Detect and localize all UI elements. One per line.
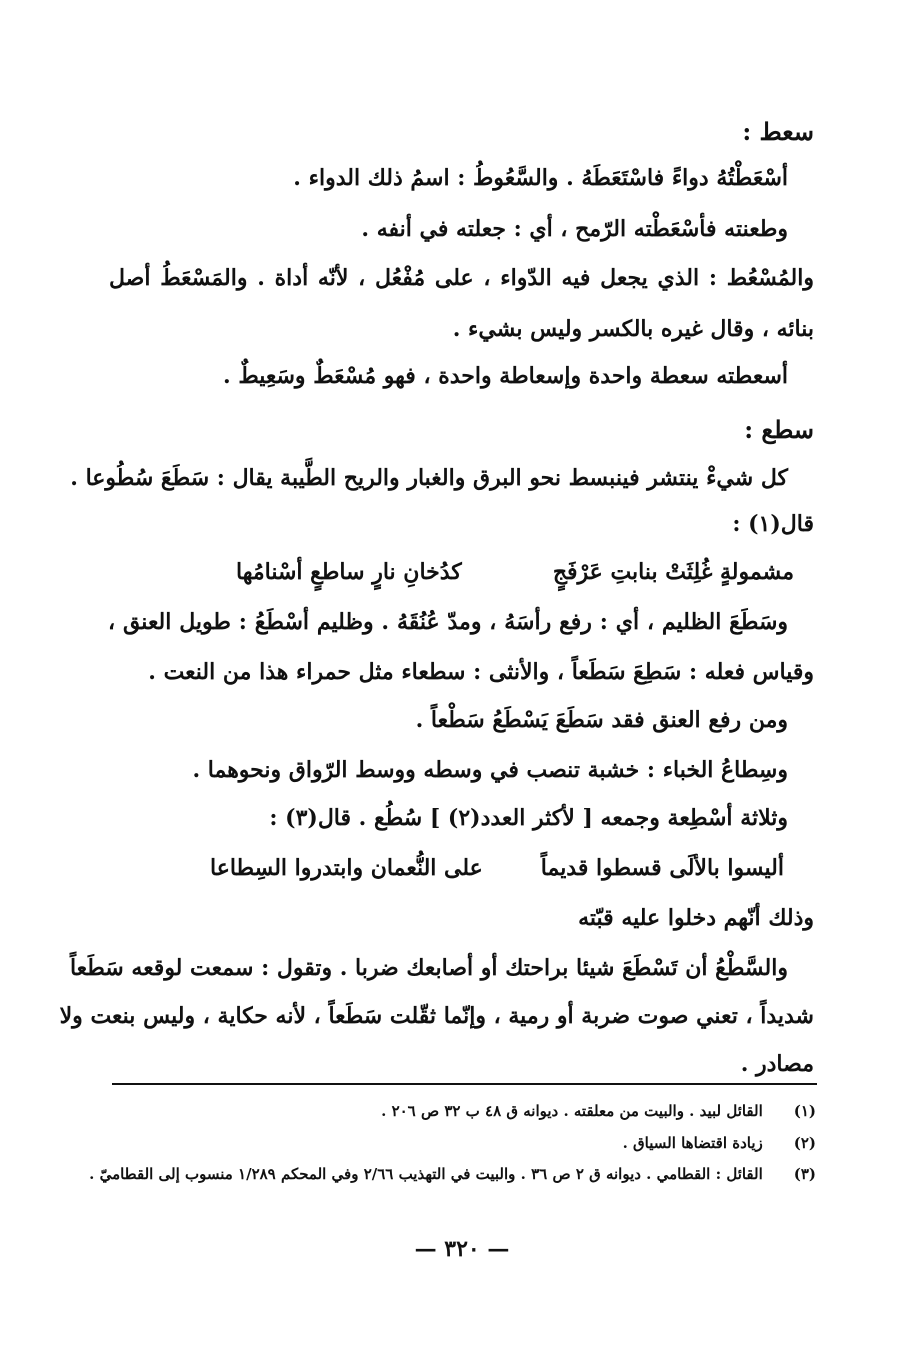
entry-line: قال(١) : xyxy=(732,511,814,537)
entry-line: وذلك أنّهم دخلوا عليه قبّته xyxy=(578,905,814,931)
footnote-text: القائل لبيد . والبيت من معلقته . ديوانه ق ٤٨ ب ٣٢ ص ٢٠٦ . xyxy=(381,1102,763,1120)
footnote-text: القائل : القطامي . ديوانه ق ٢ ص ٣٦ . والبيت في التهذيب ٢/٦٦ وفي المحكم ١/٢٨٩ منسوب إلى القطاميّ . xyxy=(89,1165,763,1183)
entry-line: وطعنته فأسْعَطْته الرّمح ، أي : جعلته في أنفه . xyxy=(361,216,788,242)
footnote xyxy=(89,1163,816,1185)
verse-second-hemistich: على النُّعمان وابتدروا السِطاعا xyxy=(210,855,483,881)
entry-line: وسَطَعَ الظليم ، أي : رفع رأسَهُ ، ومدّ عُنُقَهُ . وظليم أسْطَعُ : طويل العنق ، xyxy=(108,609,788,635)
verse-first-hemistich: مشمولةٍ غُلِثَتْ بنابتِ عَرْفَجٍ xyxy=(552,559,794,585)
page-number: — ٣٢٠ — xyxy=(414,1236,510,1262)
entry-line: والسَّطْعُ أن تَسْطَعَ شيئا براحتك أو أصابعك ضربا . وتقول : سمعت لوقعه سَطَعاً xyxy=(69,955,788,981)
entry-line: كل شيءْ ينتشر فينبسط نحو البرق والغبار والريح الطَّيبة يقال : سَطَعَ سُطُوعا . xyxy=(70,465,788,491)
entry-line: بنائه ، وقال غيره بالكسر وليس بشيء . xyxy=(452,316,814,342)
footnote-number: (١) xyxy=(793,1102,816,1120)
entry-line: ومن رفع العنق فقد سَطَعَ يَسْطَعُ سَطْعاً . xyxy=(415,707,788,733)
footnote xyxy=(106,1100,816,1122)
entry-heading-saat: سعط : xyxy=(742,117,814,146)
entry-line: مصادر . xyxy=(740,1051,814,1077)
entry-heading-sataa: سطع : xyxy=(744,415,814,444)
footnote-number: (٣) xyxy=(793,1165,816,1183)
footnote xyxy=(106,1132,816,1154)
entry-line: والمُسْعُط : الذي يجعل فيه الدّواء ، على مُفْعُل ، لأنّه أداة . والمَسْعَطُ أصل xyxy=(109,265,814,291)
verse-first-hemistich: أليسوا بالألَى قسطوا قديماً xyxy=(540,855,784,881)
entry-line: شديداً ، تعني صوت ضربة أو رمية ، وإنّما ثقّلت سَطَعاً ، لأنه حكاية ، وليس بنعت ولا xyxy=(59,1003,814,1029)
footnote-number: (٢) xyxy=(793,1134,816,1152)
verse-second-hemistich: كدُخانِ نارٍ ساطعٍ أسْنامُها xyxy=(236,559,462,585)
entry-line: أسْعَطْتُهُ دواءً فاسْتَعَطَهُ . والسَّعُوطُ : اسمُ ذلك الدواء . xyxy=(293,165,788,191)
footnote-text: زيادة اقتضاها السياق . xyxy=(622,1134,763,1152)
entry-line: وثلاثة أسْطِعة وجمعه [ لأكثر العدد(٢) ] سُطُع . قال(٣) : xyxy=(269,805,788,831)
entry-line: وقياس فعله : سَطِعَ سَطَعاً ، والأنثى : سطعاء مثل حمراء هذا من النعت . xyxy=(148,659,814,685)
entry-line: وسِطاعُ الخباء : خشبة تنصب في وسطه ووسط الرّواق ونحوهما . xyxy=(192,757,788,783)
footnote-divider xyxy=(112,1083,817,1085)
entry-line: أسعطته سعطة واحدة وإسعاطة واحدة ، فهو مُسْعَطٌ وسَعِيطٌ . xyxy=(223,363,788,389)
